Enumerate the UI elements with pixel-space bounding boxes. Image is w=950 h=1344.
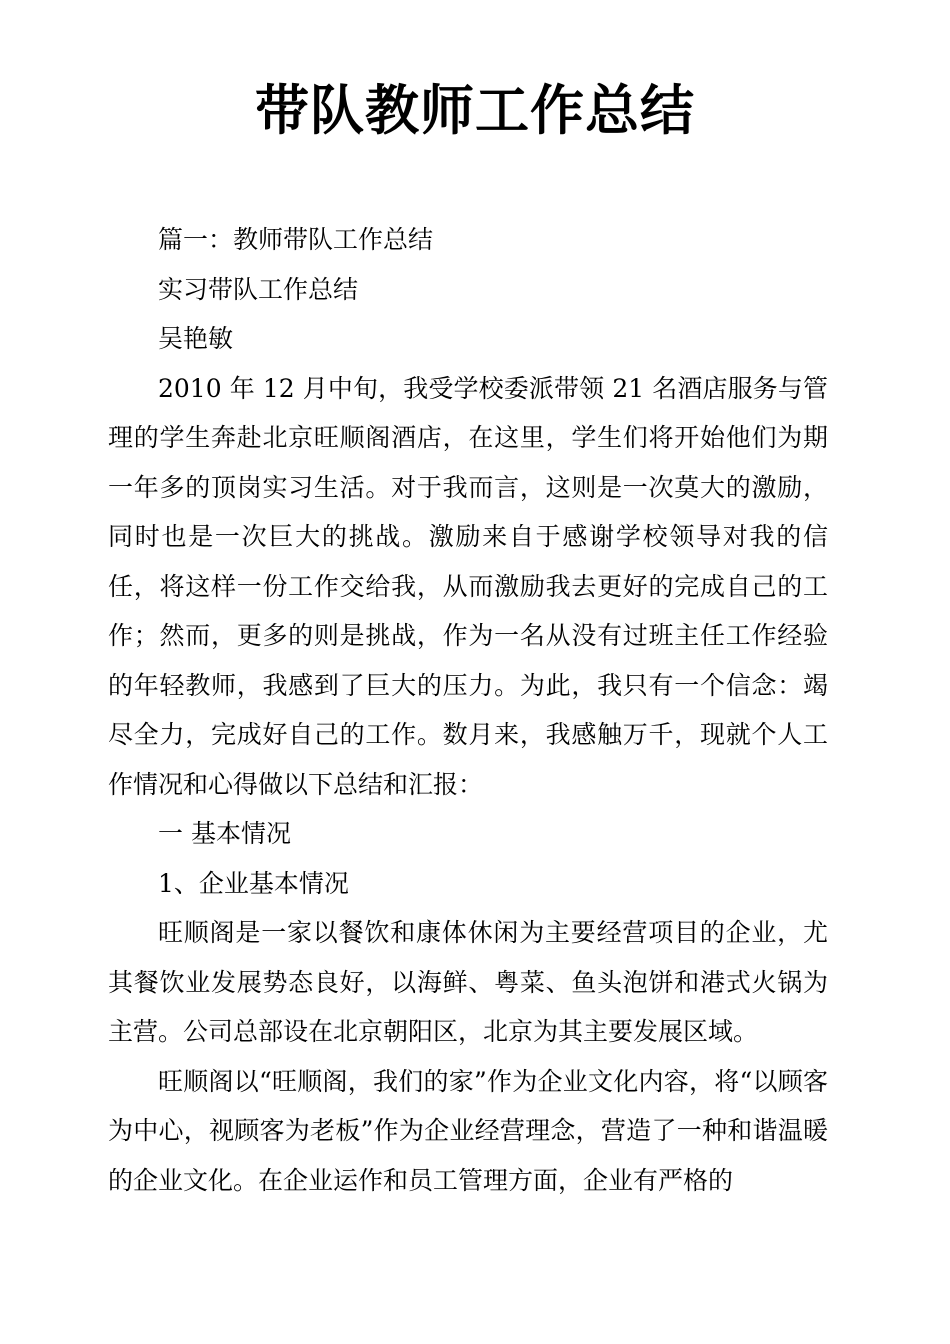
paragraph-intro: 2010 年 12 月中旬，我受学校委派带领 21 名酒店服务与管理的学生奔赴北京旺顺阁酒店，在这里，学生们将开始他们为期一年多的顶岗实习生活。对于我而言，这则是一次莫大的激励，同时也是一次巨大的挑战。激励来自于感谢学校领导对我的信任，将这样一份工作交给我，从而激励我去更好的完成自己的工作；然而，更多的则是挑战，作为一名从没有过班主任工作经验的年轻教师，我感到了巨大的压力。为此，我只有一个信念：竭尽全力，完成好自己的工作。数月来，我感触万千，现就个人工作情况和心得做以下总结和汇报：	[108, 373, 828, 799]
paragraph-author: 吴艳敏	[158, 324, 234, 353]
paragraph-section-heading: 篇一：教师带队工作总结	[158, 225, 434, 254]
document-title: 带队教师工作总结	[255, 79, 695, 142]
paragraph-heading-basic: 一 基本情况	[158, 819, 291, 848]
paragraph-enterprise-desc: 旺顺阁是一家以餐饮和康体休闲为主要经营项目的企业，尤其餐饮业发展势态良好，以海鲜、粤菜、鱼头泡饼和港式火锅为主营。公司总部设在北京朝阳区，北京为其主要发展区域。	[108, 918, 828, 1046]
paragraph-enterprise-culture: 旺顺阁以“旺顺阁，我们的家”作为企业文化内容，将“以顾客为中心，视顾客为老板”作为企业经营理念，营造了一种和谐温暖的企业文化。在企业运作和员工管理方面，企业有严格的	[108, 1066, 828, 1195]
paragraph-heading-enterprise: 1、企业基本情况	[158, 868, 349, 898]
paragraph-subtitle: 实习带队工作总结	[158, 274, 359, 304]
document-body	[108, 215, 828, 1205]
